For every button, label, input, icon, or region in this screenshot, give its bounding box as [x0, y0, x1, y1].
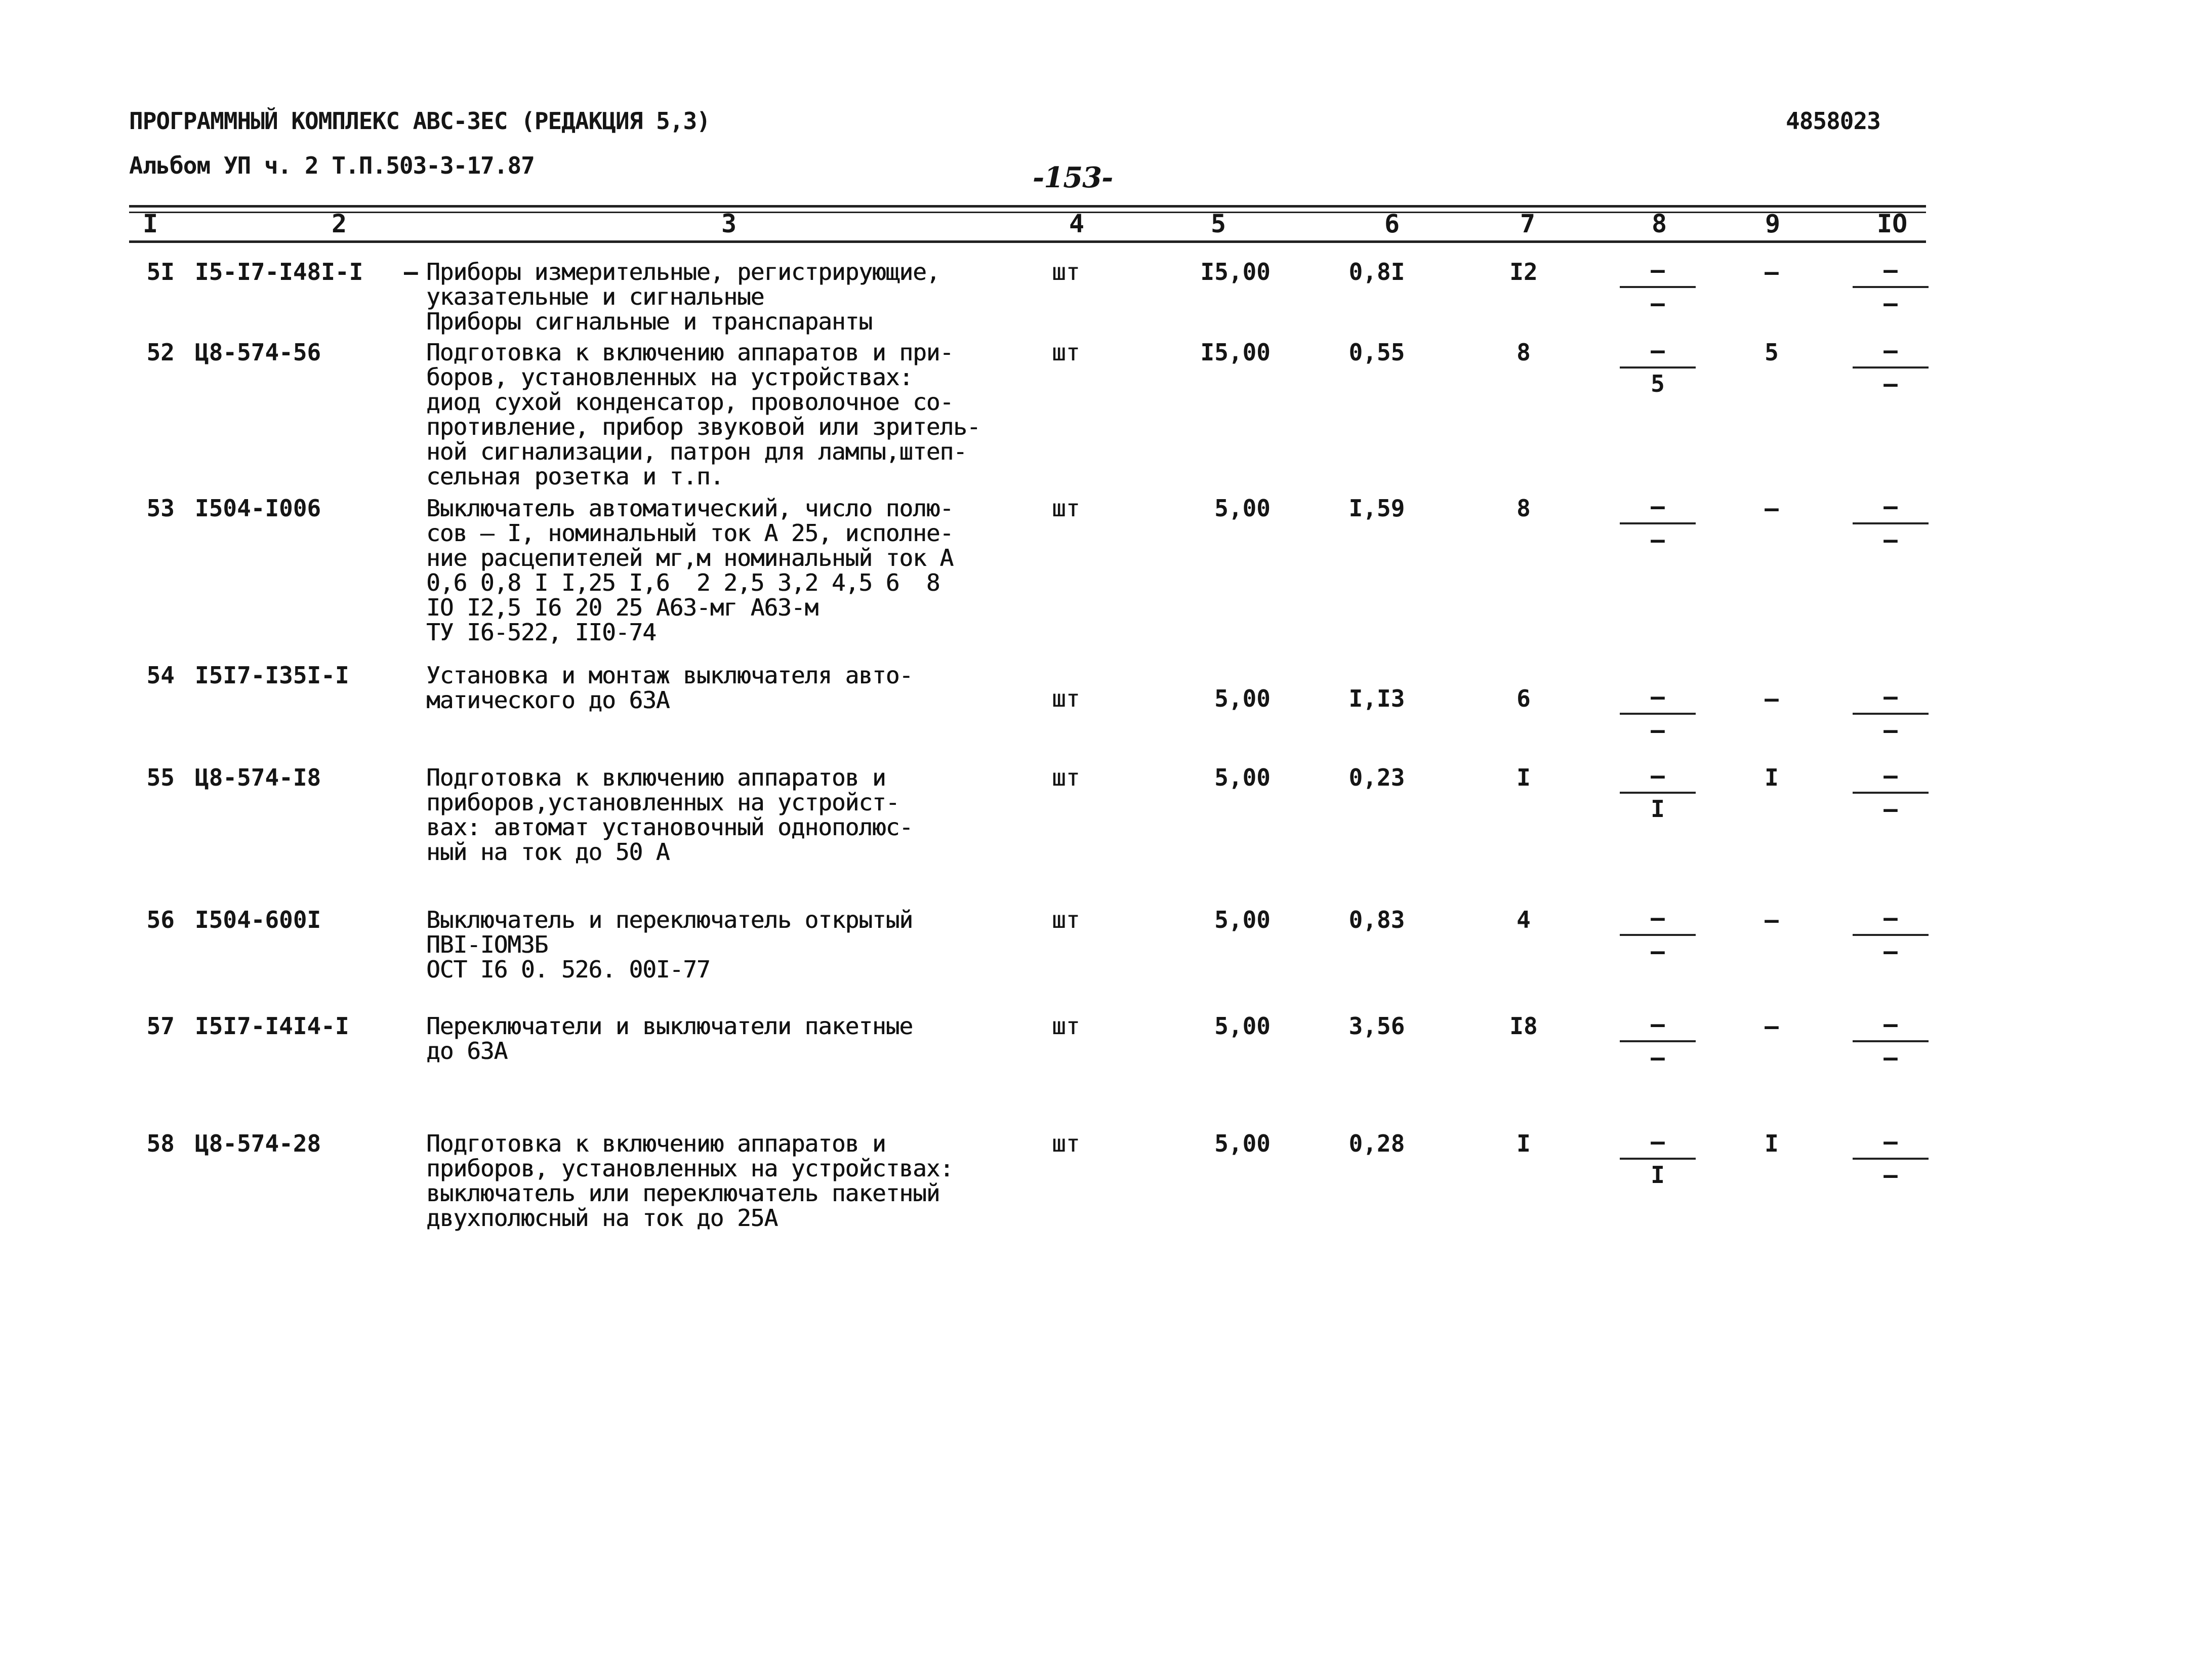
quantity: 5,00: [1214, 1012, 1271, 1040]
column-6-value: 0,83: [1348, 906, 1405, 933]
column-9-value: –: [1765, 1012, 1779, 1040]
quantity: I5,00: [1200, 339, 1271, 366]
fraction-numerator: –: [1651, 904, 1665, 931]
column-8-fraction: [1620, 762, 1696, 831]
row-number: 57: [146, 1012, 175, 1040]
norm-code: I5I7-I35I-I: [195, 662, 349, 689]
fraction-numerator: –: [1651, 493, 1665, 520]
fraction-bar: [1853, 792, 1929, 794]
document-title: ПРОГРАММНЫЙ КОМПЛЕКС АВС-ЗЕС (РЕДАКЦИЯ 5,3): [129, 107, 710, 135]
fraction-denominator: –: [1883, 1044, 1898, 1071]
album-reference: Альбом УП ч. 2 Т.П.503-3-17.87: [129, 152, 535, 179]
column-number-4: 4: [1069, 209, 1085, 238]
norm-code: Ц8-574-56: [195, 339, 321, 366]
column-6-value: 0,55: [1348, 339, 1405, 366]
quantity: 5,00: [1214, 495, 1271, 522]
fraction-bar: [1853, 286, 1929, 288]
work-description: Установка и монтаж выключателя авто- матического до 63А: [426, 662, 913, 714]
column-7-value: 8: [1517, 339, 1531, 366]
fraction-bar: [1620, 366, 1696, 369]
fraction-bar: [1853, 713, 1929, 715]
norm-code: Ц8-574-28: [195, 1130, 321, 1157]
column-10-fraction: [1853, 256, 1929, 325]
column-number-8: 8: [1652, 209, 1667, 238]
column-8-fraction: [1620, 904, 1696, 973]
column-7-value: 4: [1517, 906, 1531, 933]
work-description: Приборы измерительные, регистрирующие, указательные и сигнальные Приборы сигнальные и транспаранты: [426, 258, 940, 335]
fraction-numerator: –: [1651, 256, 1665, 283]
norm-code: I5I7-I4I4-I: [195, 1012, 349, 1040]
column-7-value: I2: [1509, 258, 1538, 285]
fraction-denominator: 5: [1651, 370, 1665, 397]
row-number: 58: [146, 1130, 175, 1157]
unit: шт: [1052, 495, 1080, 522]
fraction-denominator: –: [1651, 716, 1665, 744]
column-number-3: 3: [721, 209, 737, 238]
row-number: 55: [146, 764, 175, 791]
table-header-rule: [129, 240, 1926, 243]
column-6-value: 3,56: [1348, 1012, 1405, 1040]
column-10-fraction: [1853, 1010, 1929, 1080]
norm-code: I504-600I: [195, 906, 321, 933]
norm-code: Ц8-574-I8: [195, 764, 321, 791]
fraction-bar: [1620, 286, 1696, 288]
column-8-fraction: [1620, 337, 1696, 406]
column-8-fraction: [1620, 493, 1696, 562]
column-9-value: I: [1765, 1130, 1779, 1157]
fraction-denominator: –: [1883, 937, 1898, 965]
column-8-fraction: [1620, 256, 1696, 325]
fraction-numerator: –: [1883, 337, 1898, 364]
fraction-numerator: –: [1651, 762, 1665, 789]
column-10-fraction: [1853, 904, 1929, 973]
column-8-fraction: [1620, 683, 1696, 752]
fraction-bar: [1620, 713, 1696, 715]
page-number: -153-: [1033, 161, 1113, 194]
column-number-9: 9: [1765, 209, 1781, 238]
column-9-value: –: [1765, 258, 1779, 285]
column-7-value: I: [1517, 764, 1531, 791]
column-number-5: 5: [1211, 209, 1226, 238]
fraction-denominator: –: [1883, 290, 1898, 317]
code-dash: –: [404, 258, 418, 285]
row-number: 56: [146, 906, 175, 933]
fraction-denominator: I: [1651, 795, 1665, 823]
fraction-numerator: –: [1651, 683, 1665, 710]
column-10-fraction: [1853, 762, 1929, 831]
work-description: Переключатели и выключатели пакетные до 63А: [426, 1012, 913, 1065]
fraction-numerator: –: [1883, 493, 1898, 520]
fraction-numerator: –: [1883, 256, 1898, 283]
fraction-denominator: –: [1651, 290, 1665, 317]
column-9-value: –: [1765, 495, 1779, 522]
fraction-numerator: –: [1883, 904, 1898, 931]
column-7-value: I8: [1509, 1012, 1538, 1040]
fraction-numerator: –: [1883, 1010, 1898, 1038]
column-number-10: IO: [1877, 209, 1908, 238]
norm-code: I504-I006: [195, 495, 321, 522]
fraction-denominator: –: [1883, 716, 1898, 744]
fraction-numerator: –: [1883, 762, 1898, 789]
column-6-value: 0,28: [1348, 1130, 1405, 1157]
fraction-denominator: –: [1651, 937, 1665, 965]
fraction-denominator: –: [1651, 1044, 1665, 1071]
unit: шт: [1052, 764, 1080, 791]
fraction-bar: [1853, 934, 1929, 936]
column-10-fraction: [1853, 683, 1929, 752]
fraction-bar: [1853, 522, 1929, 524]
column-10-fraction: [1853, 493, 1929, 562]
column-6-value: 0,23: [1348, 764, 1405, 791]
column-6-value: I,I3: [1348, 685, 1405, 712]
fraction-bar: [1620, 934, 1696, 936]
unit: шт: [1052, 1130, 1080, 1157]
row-number: 52: [146, 339, 175, 366]
work-description: Подготовка к включению аппаратов и приборов,установленных на устройст- вах: автомат установочный однополюс- ный на ток до 50 А: [426, 764, 913, 866]
quantity: 5,00: [1214, 906, 1271, 933]
column-9-value: –: [1765, 906, 1779, 933]
column-8-fraction: [1620, 1128, 1696, 1197]
work-description: Выключатель и переключатель открытый ПВI-IОМЗБ ОСТ I6 0. 526. 00I-77: [426, 906, 913, 983]
fraction-numerator: –: [1883, 683, 1898, 710]
fraction-denominator: –: [1883, 795, 1898, 823]
column-7-value: 8: [1517, 495, 1531, 522]
fraction-bar: [1853, 1040, 1929, 1042]
unit: шт: [1052, 258, 1080, 285]
quantity: 5,00: [1214, 685, 1271, 712]
norm-code: I5-I7-I48I-I: [195, 258, 363, 285]
column-number-2: 2: [332, 209, 347, 238]
fraction-numerator: –: [1651, 1010, 1665, 1038]
column-7-value: 6: [1517, 685, 1531, 712]
column-9-value: I: [1765, 764, 1779, 791]
row-number: 53: [146, 495, 175, 522]
table-top-rule: [129, 205, 1926, 208]
column-7-value: I: [1517, 1130, 1531, 1157]
fraction-bar: [1620, 1040, 1696, 1042]
work-description: Выключатель автоматический, число полю- сов – I, номинальный ток А 25, исполне- ние расцепителей мг,м номинальный ток А 0,6 0,8 I I,25 I,6 2 2,5 3,2 4,5 6 8 IO I2,5 I6 20 25 А63-мг А63-м ТУ I6-522, II0-74: [426, 495, 954, 646]
fraction-bar: [1853, 1158, 1929, 1160]
fraction-numerator: –: [1651, 337, 1665, 364]
fraction-bar: [1620, 1158, 1696, 1160]
fraction-denominator: –: [1883, 370, 1898, 397]
fraction-denominator: I: [1651, 1161, 1665, 1189]
column-9-value: 5: [1765, 339, 1779, 366]
row-number: 5I: [146, 258, 175, 285]
document-number: 4858023: [1786, 107, 1880, 135]
column-number-1: I: [143, 209, 158, 238]
column-number-7: 7: [1520, 209, 1536, 238]
unit: шт: [1052, 339, 1080, 366]
column-9-value: –: [1765, 685, 1779, 712]
fraction-denominator: –: [1883, 1161, 1898, 1189]
quantity: 5,00: [1214, 764, 1271, 791]
work-description: Подготовка к включению аппаратов и при- боров, установленных на устройствах: диод сухой конденсатор, проволочное со- противление, прибор звуковой или зритель- ной сигнализации, патрон для лампы,штеп- сельная розетка и т.п.: [426, 339, 980, 490]
row-number: 54: [146, 662, 175, 689]
work-description: Подготовка к включению аппаратов и приборов, установленных на устройствах: выключатель или переключатель пакетный двухполюсный на ток до 25А: [426, 1130, 954, 1232]
fraction-denominator: –: [1651, 526, 1665, 553]
fraction-bar: [1853, 366, 1929, 369]
column-6-value: 0,8I: [1348, 258, 1405, 285]
unit: шт: [1052, 685, 1080, 712]
column-number-6: 6: [1384, 209, 1400, 238]
unit: шт: [1052, 1012, 1080, 1040]
column-10-fraction: [1853, 337, 1929, 406]
column-10-fraction: [1853, 1128, 1929, 1197]
unit: шт: [1052, 906, 1080, 933]
fraction-numerator: –: [1651, 1128, 1665, 1155]
column-6-value: I,59: [1348, 495, 1405, 522]
fraction-bar: [1620, 792, 1696, 794]
fraction-numerator: –: [1883, 1128, 1898, 1155]
fraction-bar: [1620, 522, 1696, 524]
column-8-fraction: [1620, 1010, 1696, 1080]
quantity: 5,00: [1214, 1130, 1271, 1157]
fraction-denominator: –: [1883, 526, 1898, 553]
quantity: I5,00: [1200, 258, 1271, 285]
